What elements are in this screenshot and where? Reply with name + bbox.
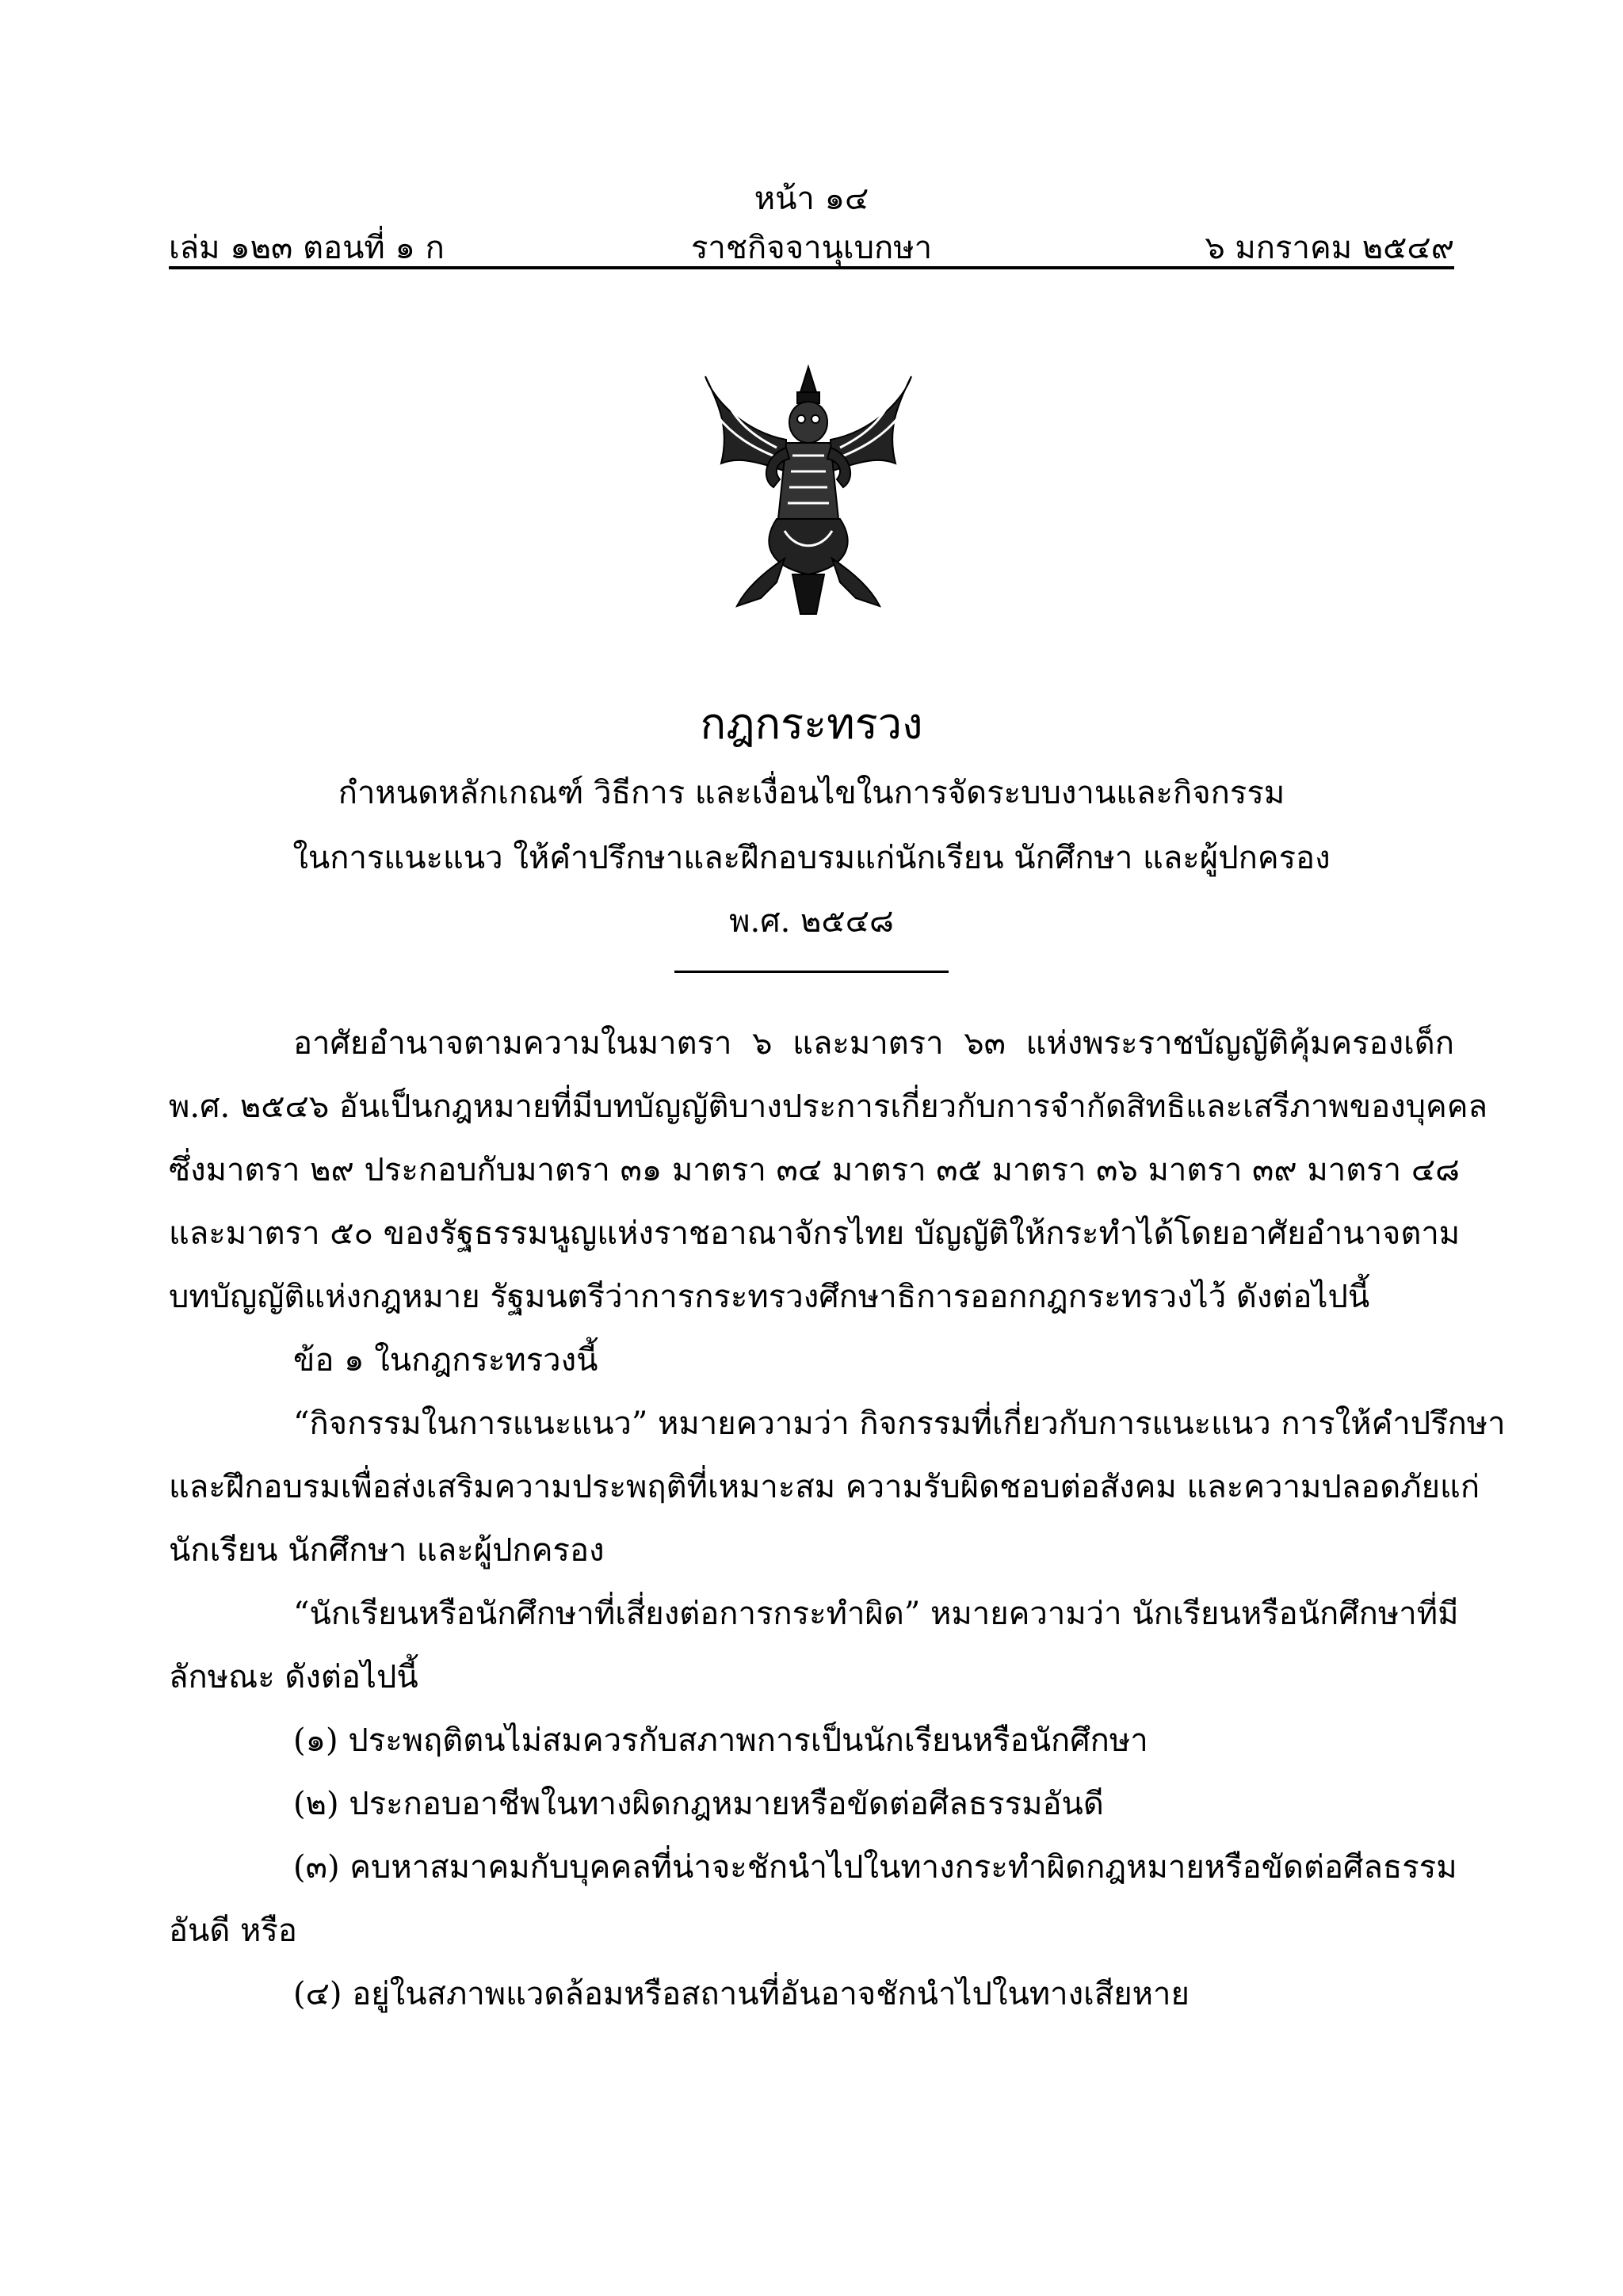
- definition-2-line-1: “นักเรียนหรือนักศึกษาที่เสี่ยงต่อการกระทำผิด” หมายความว่า นักเรียนหรือนักศึกษาที่มี: [293, 1596, 1459, 1632]
- paragraph-1-line-3: ซึ่งมาตรา ๒๙ ประกอบกับมาตรา ๓๑ มาตรา ๓๔ มาตรา ๓๕ มาตรา ๓๖ มาตรา ๓๙ มาตรา ๔๘: [169, 1152, 1460, 1188]
- definition-1-line-2: และฝึกอบรมเพื่อส่งเสริมความประพฤติที่เหมาะสม ความรับผิดชอบต่อสังคม และความปลอดภัยแก่: [169, 1469, 1480, 1505]
- definition-1-line-1: “กิจกรรมในการแนะแนว” หมายความว่า กิจกรรมที่เกี่ยวกับการแนะแนว การให้คำปรึกษา: [293, 1405, 1506, 1442]
- list-item-4: (๔) อยู่ในสภาพแวดล้อมหรือสถานที่อันอาจชักนำไปในทางเสียหาย: [293, 1976, 1190, 2012]
- list-item-3-line-1: (๓) คบหาสมาคมกับบุคคลที่น่าจะชักนำไปในทางกระทำผิดกฎหมายหรือขัดต่อศีลธรรม: [293, 1849, 1457, 1886]
- header-rule: [169, 266, 1454, 269]
- document-title: กฎกระทรวง: [700, 699, 923, 749]
- definition-1-line-3: นักเรียน นักศึกษา และผู้ปกครอง: [169, 1532, 605, 1569]
- publication-name: ราชกิจจานุเบกษา: [690, 230, 933, 266]
- paragraph-1-line-4: และมาตรา ๕๐ ของรัฐธรรมนูญแห่งราชอาณาจักรไทย บัญญัติให้กระทำได้โดยอาศัยอำนาจตาม: [169, 1215, 1461, 1252]
- definition-2-line-2: ลักษณะ ดังต่อไปนี้: [169, 1659, 418, 1695]
- paragraph-1-line-2: พ.ศ. ๒๕๔๖ อันเป็นกฎหมายที่มีบทบัญญัติบางประการเกี่ยวกับการจำกัดสิทธิและเสรีภาพของบุคคล: [169, 1089, 1488, 1125]
- subtitle-line-2: ในการแนะแนว ให้คำปรึกษาและฝึกอบรมแก่นักเรียน นักศึกษา และผู้ปกครอง: [292, 840, 1331, 876]
- subtitle-line-1: กำหนดหลักเกณฑ์ วิธีการ และเงื่อนไขในการจัดระบบงานและกิจกรรม: [338, 775, 1285, 811]
- page-number: หน้า ๑๔: [754, 181, 869, 217]
- list-item-2: (๒) ประกอบอาชีพในทางผิดกฎหมายหรือขัดต่อศีลธรรมอันดี: [293, 1786, 1104, 1822]
- publication-date: ๖ มกราคม ๒๕๔๙: [1205, 230, 1454, 266]
- list-item-3-line-2: อันดี หรือ: [169, 1913, 297, 1949]
- list-item-1: (๑) ประพฤติตนไม่สมควรกับสภาพการเป็นนักเรียนหรือนักศึกษา: [293, 1722, 1148, 1759]
- clause-1: ข้อ ๑ ในกฎกระทรวงนี้: [293, 1342, 598, 1379]
- paragraph-1-line-1: อาศัยอำนาจตามความในมาตรา ๖ และมาตรา ๖๓ แห่งพระราชบัญญัติคุ้มครองเด็ก: [293, 1025, 1454, 1062]
- title-divider: [674, 971, 949, 973]
- paragraph-1-line-5: บทบัญญัติแห่งกฎหมาย รัฐมนตรีว่าการกระทรวงศึกษาธิการออกกฎกระทรวงไว้ ดังต่อไปนี้: [169, 1279, 1370, 1315]
- volume-info: เล่ม ๑๒๓ ตอนที่ ๑ ก: [169, 230, 445, 266]
- document-year: พ.ศ. ๒๕๔๘: [729, 903, 894, 940]
- garuda-emblem-icon: [697, 360, 919, 622]
